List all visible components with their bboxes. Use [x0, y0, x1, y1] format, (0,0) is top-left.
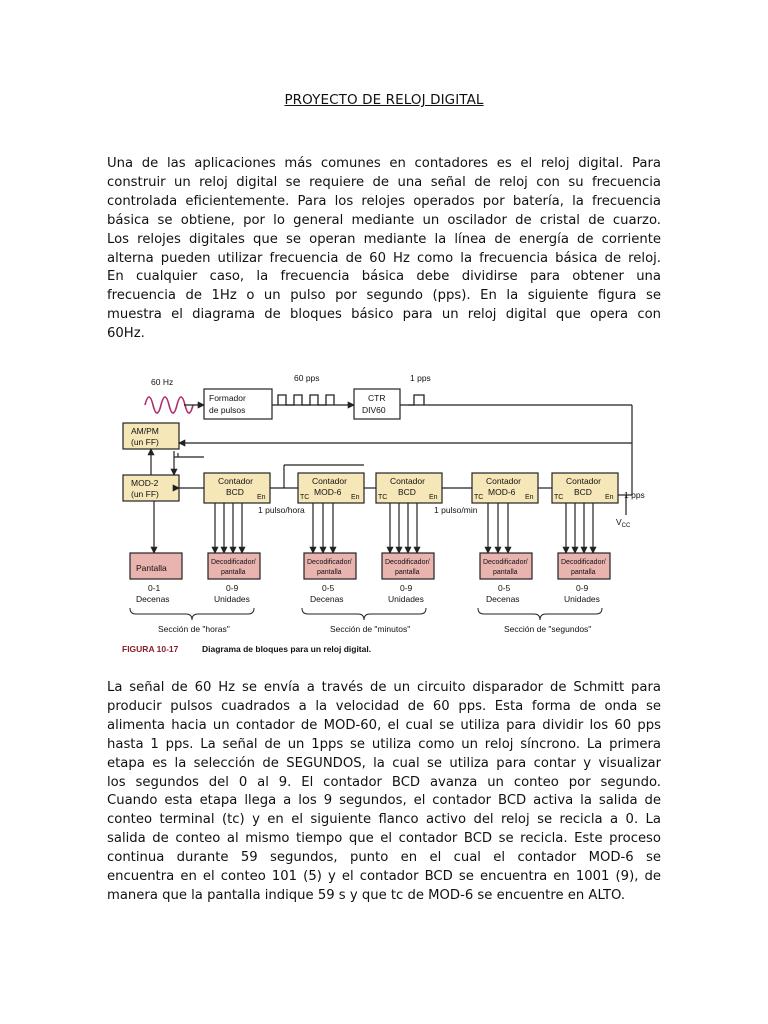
range-label: 0-9: [226, 583, 239, 593]
bcd-label: BCD: [398, 487, 416, 497]
pulse-hour-label: 1 pulso/hora: [258, 505, 305, 515]
ampm-label-2: (un FF): [131, 437, 159, 447]
decoder-label-2: pantalla: [317, 569, 342, 576]
text-line: La señal de 60 Hz se envía a través de un circuito disparador de Schmitt para: [107, 680, 661, 695]
text-line: Una de las aplicaciones más comunes en contadores es el reloj digital. Para: [107, 156, 661, 171]
text-line: En cualquier caso, la frecuencia básica debe dividirse para obtener una: [107, 269, 661, 285]
section-hours-label: Sección de "horas": [158, 624, 230, 634]
section-minutes-label: Sección de "minutos": [330, 624, 411, 634]
text-line: etapa es la selección de SEGUNDOS, la cual se utiliza para contar y visualizar: [107, 755, 661, 771]
en-label: En: [429, 494, 438, 501]
pps1-right-label: 1 pps: [624, 490, 645, 500]
bcd-label: BCD: [574, 487, 592, 497]
shaper-label-2: de pulsos: [209, 405, 246, 415]
section-seconds-label: Sección de "segundos": [504, 624, 592, 634]
counter-label: Contador: [566, 476, 601, 486]
ctr-label-1: CTR: [368, 393, 386, 403]
display-label: Pantalla: [136, 563, 167, 573]
text-line: manera que la pantalla indique 59 s y que tc de MOD-6 se encuentre en ALTO.: [107, 887, 626, 903]
decoder-label-1: Decodificador/: [385, 559, 430, 566]
en-label: En: [605, 494, 614, 501]
text-line: salida de conteo al mismo tiempo que el contador BCD se recicla. Este proceso: [107, 831, 661, 847]
tc-label: TC: [378, 494, 388, 501]
decenas-label: Decenas: [486, 594, 520, 604]
decenas-label: Decenas: [310, 594, 344, 604]
text-line: muestra el diagrama de bloques básico para un reloj digital que opera con: [107, 307, 661, 323]
range-label: 0-5: [322, 583, 335, 593]
range-label: 0-9: [400, 583, 413, 593]
counter-label: Contador: [312, 476, 347, 486]
ctr-label-2: DIV60: [362, 405, 386, 415]
ampm-label-1: AM/PM: [131, 426, 159, 436]
mod6-label: MOD-6: [314, 487, 342, 497]
document-title: PROYECTO DE RELOJ DIGITAL: [284, 92, 484, 108]
intro-paragraph: [107, 155, 661, 344]
range-label: 0-9: [576, 583, 589, 593]
text-line: Los relojes digitales que se operan mediante la línea de energía de corriente: [107, 231, 661, 247]
pps1-label: 1 pps: [410, 373, 431, 383]
mod2-label-1: MOD-2: [131, 478, 159, 488]
text-line: construir un reloj digital se requiere de una señal de reloj con su frecuencia: [107, 174, 661, 190]
unidades-label: Unidades: [214, 594, 250, 604]
freq-in-label: 60 Hz: [151, 377, 174, 387]
text-line: continua durante 59 segundos, punto en el cual el contador MOD-6 se: [107, 850, 661, 866]
text-line: controlada eficientemente. Para los relojes operados por batería, la frecuencia: [107, 193, 661, 209]
range-label: 0-1: [148, 583, 161, 593]
mod2-label-2: (un FF): [131, 489, 159, 499]
counter-label: Contador: [486, 476, 521, 486]
unidades-label: Unidades: [564, 594, 600, 604]
unidades-label: Unidades: [388, 594, 424, 604]
range-label: 0-5: [498, 583, 511, 593]
decoder-label-2: pantalla: [221, 569, 246, 576]
en-label: En: [351, 494, 360, 501]
figure-caption-label: FIGURA 10-17: [122, 644, 179, 654]
pulse-min-label: 1 pulso/min: [434, 505, 478, 515]
decoder-label-2: pantalla: [571, 569, 596, 576]
text-line: conteo terminal (tc) y en el siguiente flanco activo del reloj se recicla a 0. La: [107, 812, 661, 828]
text-line: los segundos del 0 al 9. El contador BCD avanza un conteo por segundo.: [107, 774, 661, 790]
text-line: hasta 1 pps. La señal de un 1pps se utiliza como un reloj síncrono. La primera: [107, 736, 661, 752]
text-line: alimenta hacia un contador de MOD-60, el cual se utiliza para dividir los 60 pps: [107, 717, 661, 733]
mod6-label: MOD-6: [488, 487, 516, 497]
text-line: Cuando esta etapa llega a los 9 segundos, el contador BCD activa la salida de: [107, 793, 661, 809]
block-diagram-figure: [118, 365, 645, 660]
en-label: En: [257, 494, 266, 501]
text-line: básica se obtiene, por lo general mediante un oscilador de cristal de cuarzo.: [107, 212, 661, 228]
text-line: 60Hz.: [107, 326, 145, 342]
tc-label: TC: [474, 494, 484, 501]
vcc-label: $V_{CC}$: [616, 517, 631, 529]
counter-label: Contador: [390, 476, 425, 486]
shaper-label-1: Formador: [209, 393, 246, 403]
tc-label: TC: [554, 494, 564, 501]
decenas-label: Decenas: [136, 594, 170, 604]
text-line: encuentra en el conteo 101 (5) y el contador BCD se encuentra en 1001 (9), de: [107, 869, 661, 885]
text-line: alterna pueden utilizar frecuencia de 60 Hz como la frecuencia básica de reloj.: [107, 250, 661, 266]
decoder-label-1: Decodificador/: [483, 559, 528, 566]
decoder-label-2: pantalla: [395, 569, 420, 576]
en-label: En: [525, 494, 534, 501]
decoder-label-1: Decodificador/: [561, 559, 606, 566]
tc-label: TC: [300, 494, 310, 501]
bcd-label: BCD: [226, 487, 244, 497]
text-line: producir pulsos cuadrados a la velocidad de 60 pps. Esta forma de onda se: [107, 698, 661, 714]
explanation-paragraph: [107, 679, 661, 906]
figure-caption-text: Diagrama de bloques para un reloj digital.: [202, 644, 372, 654]
decoder-label-2: pantalla: [493, 569, 518, 576]
text-line: frecuencia de 1Hz o un pulso por segundo (pps). En la siguiente figura se: [107, 288, 661, 304]
decoder-label-1: Decodificador/: [211, 559, 256, 566]
decoder-label-1: Decodificador/: [307, 559, 352, 566]
pps60-label: 60 pps: [294, 373, 320, 383]
counter-label: Contador: [218, 476, 253, 486]
